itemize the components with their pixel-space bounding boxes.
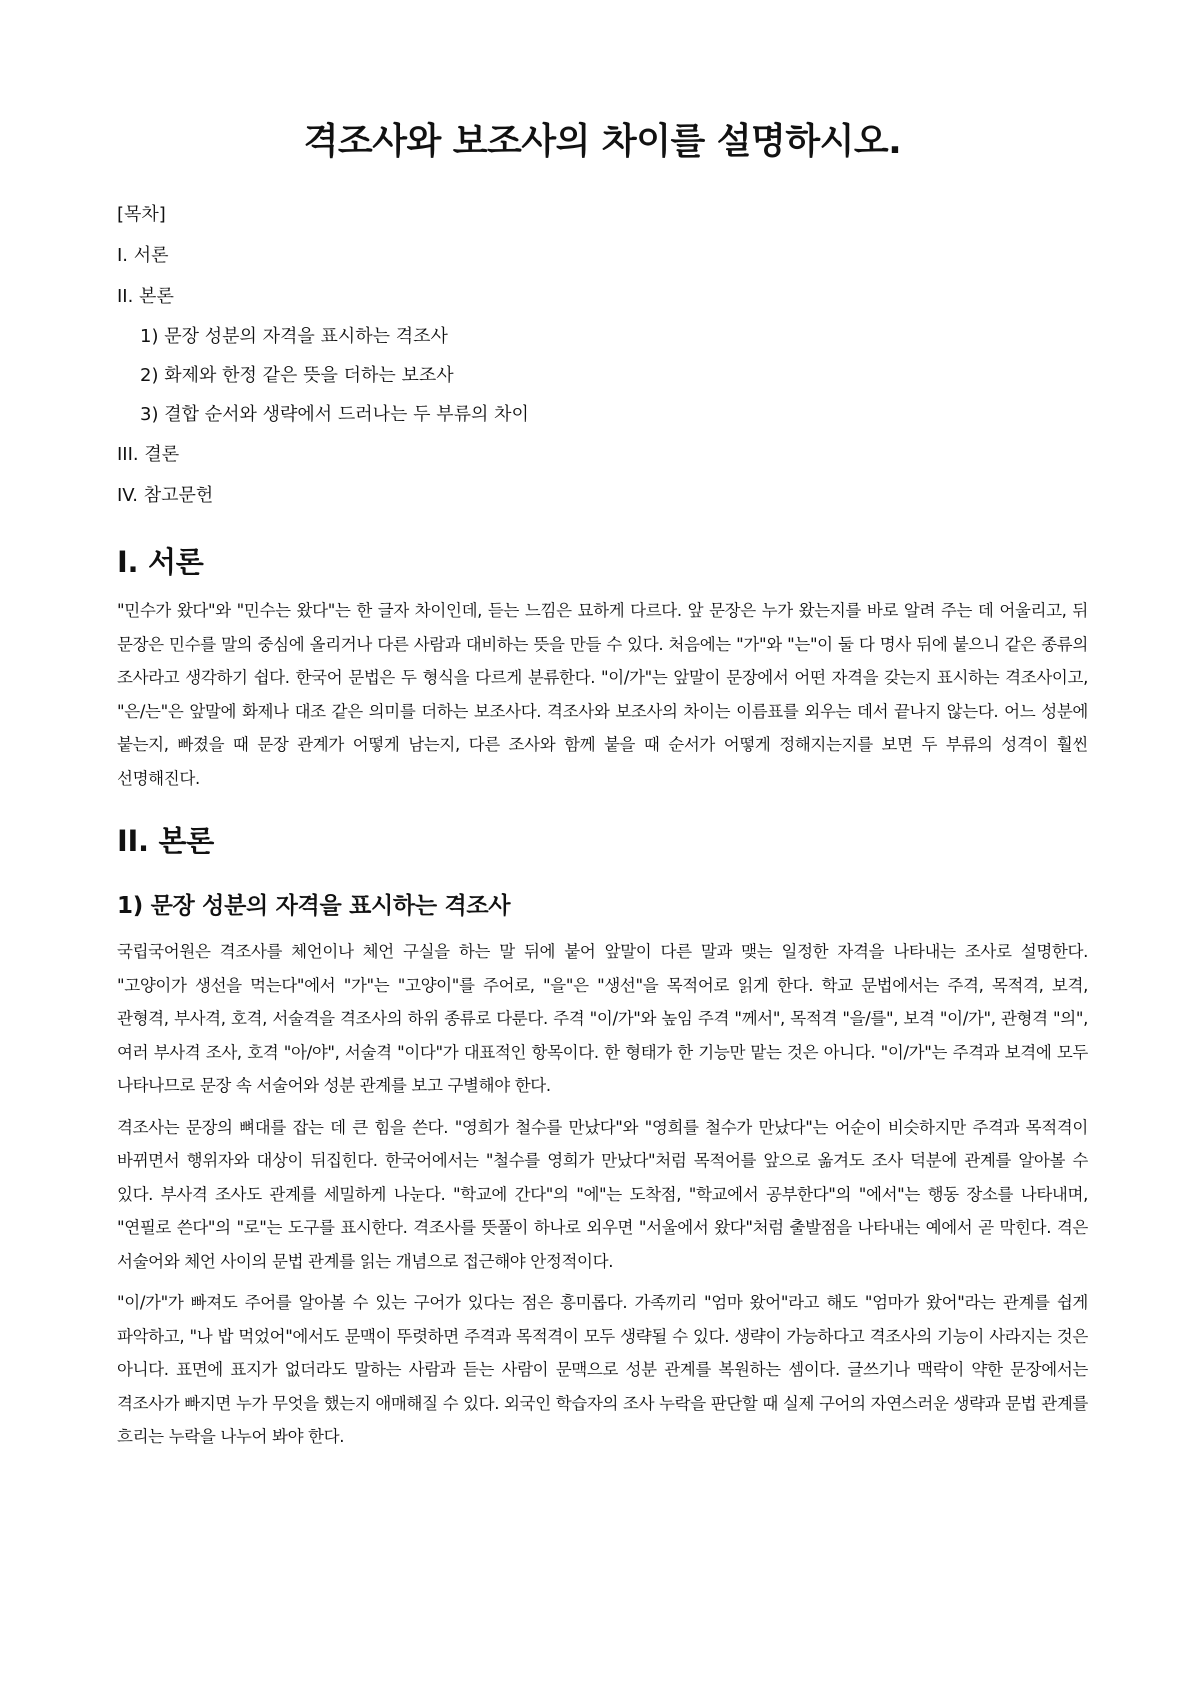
- document-title: 격조사와 보조사의 차이를 설명하시오.: [303, 121, 902, 162]
- toc-item-body-sub3: 3) 결합 순서와 생략에서 드러나는 두 부류의 차이: [140, 404, 529, 425]
- toc-item-body-sub1: 1) 문장 성분의 자격을 표시하는 격조사: [140, 326, 448, 347]
- body-paragraph: 국립국어원은 격조사를 체언이나 체언 구실을 하는 말 뒤에 붙어 앞말이 다른 말과 맺는 일정한 자격을 나타내는 조사로 설명한다. "고양이가 생선을 먹는다"에서 "가"는 "고양이"를 주어로, "을"은 "생선"을 목적어로 읽게 한다. 학교 문법에서는 주격, 목적격, 보격, 관형격, 부사격, 호격, 서술격을 격조사의 하위 종류로 다룬다. 주격 "이/가"와 높임 주격 "께서", 목적격 "을/를", 보격 "이/가", 관형격 "의", 여러 부사격 조사, 호격 "아/야", 서술격 "이다"가 대표적인 항목이다. 한 형태가 한 기능만 맡는 것은 아니다. "이/가"는 주격과 보격에 모두 나타나므로 문장 속 서술어와 성분 관계를 보고 구별해야 한다.: [117, 942, 1088, 1095]
- toc-item-conclusion: III. 결론: [117, 444, 180, 465]
- section-heading-body: II. 본론: [117, 824, 214, 858]
- section-intro: [117, 542, 1088, 795]
- subsection-heading-case-particles: 1) 문장 성분의 자격을 표시하는 격조사: [117, 893, 511, 919]
- toc-item-body: II. 본론: [117, 286, 174, 307]
- section-heading-intro: I. 서론: [117, 545, 204, 579]
- toc-item-references: IV. 참고문헌: [117, 485, 214, 506]
- toc-heading: [목차]: [117, 204, 166, 225]
- section-body: [117, 821, 1088, 1454]
- body-paragraph: 격조사는 문장의 뼈대를 잡는 데 큰 힘을 쓴다. "영희가 철수를 만났다"와 "영희를 철수가 만났다"는 어순이 비슷하지만 주격과 목적격이 바뀌면서 행위자와 대상이 뒤집힌다. 한국어에서는 "철수를 영희가 만났다"처럼 목적어를 앞으로 옮겨도 조사 덕분에 관계를 알아볼 수 있다. 부사격 조사도 관계를 세밀하게 나눈다. "학교에 간다"의 "에"는 도착점, "학교에서 공부한다"의 "에서"는 행동 장소를 나타내며, "연필로 쓴다"의 "로"는 도구를 표시한다. 격조사를 뜻풀이 하나로 외우면 "서울에서 왔다"처럼 출발점을 나타내는 예에서 곧 막힌다. 격은 서술어와 체언 사이의 문법 관계를 읽는 개념으로 접근해야 안정적이다.: [117, 1117, 1088, 1271]
- toc-item-intro: I. 서론: [117, 245, 169, 266]
- intro-paragraph: "민수가 왔다"와 "민수는 왔다"는 한 글자 차이인데, 듣는 느낌은 묘하게 다르다. 앞 문장은 누가 왔는지를 바로 알려 주는 데 어울리고, 뒤 문장은 민수를 말의 중심에 올리거나 다른 사람과 대비하는 뜻을 만들 수 있다. 처음에는 "가"와 "는"이 둘 다 명사 뒤에 붙으니 같은 종류의 조사라고 생각하기 쉽다. 한국어 문법은 두 형식을 다르게 분류한다. "이/가"는 앞말이 문장에서 어떤 자격을 갖는지 표시하는 격조사이고, "은/는"은 앞말에 화제나 대조 같은 의미를 더하는 보조사다. 격조사와 보조사의 차이는 이름표를 외우는 데서 끝나지 않는다. 어느 성분에 붙는지, 빠졌을 때 문장 관계가 어떻게 남는지, 다른 조사와 함께 붙을 때 순서가 어떻게 정해지는지를 보면 두 부류의 성격이 훨씬 선명해진다.: [117, 601, 1088, 788]
- toc-item-body-sub2: 2) 화제와 한정 같은 뜻을 더하는 보조사: [140, 365, 454, 386]
- table-of-contents: [117, 194, 1088, 516]
- body-paragraph: "이/가"가 빠져도 주어를 알아볼 수 있는 구어가 있다는 점은 흥미롭다. 가족끼리 "엄마 왔어"라고 해도 "엄마가 왔어"라는 관계를 쉽게 파악하고, "나 밥 먹었어"에서도 문맥이 뚜렷하면 주격과 목적격이 모두 생략될 수 있다. 생략이 가능하다고 격조사의 기능이 사라지는 것은 아니다. 표면에 표지가 없더라도 말하는 사람과 듣는 사람이 문맥으로 성분 관계를 복원하는 셈이다. 글쓰기나 맥락이 약한 문장에서는 격조사가 빠지면 누가 무엇을 했는지 애매해질 수 있다. 외국인 학습자의 조사 누락을 판단할 때 실제 구어의 자연스러운 생략과 문법 관계를 흐리는 누락을 나누어 봐야 한다.: [117, 1293, 1088, 1446]
